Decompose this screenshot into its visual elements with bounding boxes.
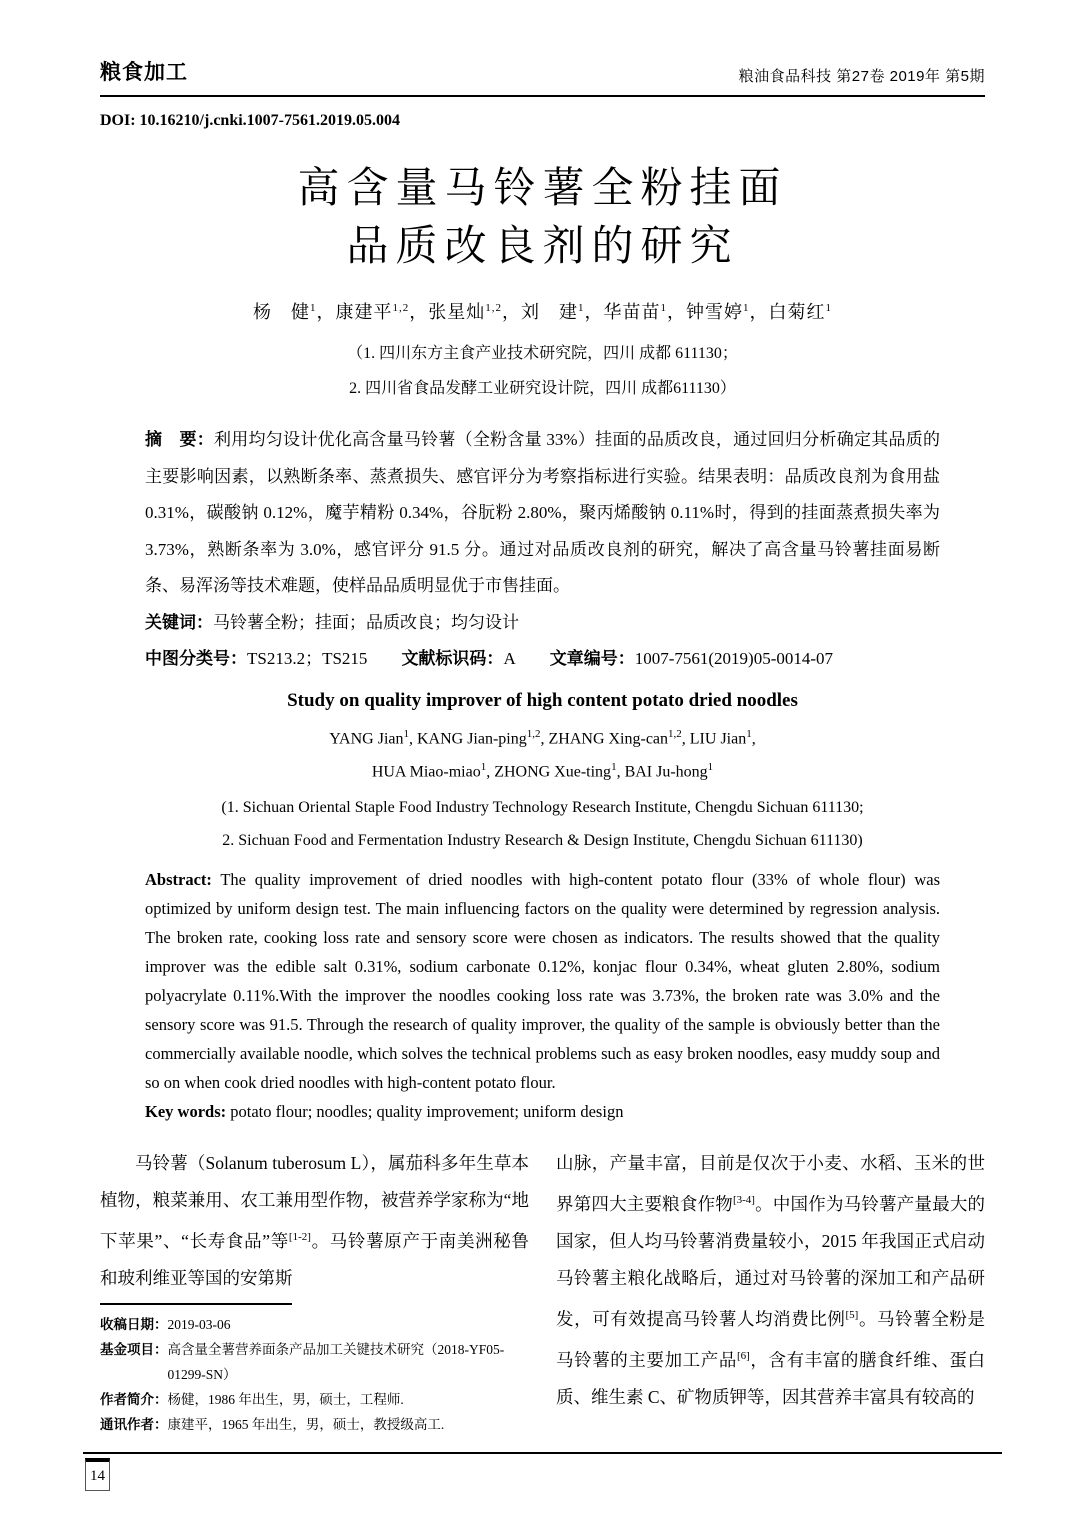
article-title-en: Study on quality improver of high content potato dried noodles bbox=[287, 689, 798, 711]
affiliations-en bbox=[100, 791, 985, 857]
abstract-en-label: Abstract: bbox=[145, 870, 212, 890]
page-bottom-rule bbox=[83, 1452, 1002, 1454]
article-title-cn-line1: 高含量马铃薯全粉挂面 bbox=[297, 166, 788, 212]
doc-code-value: A bbox=[503, 649, 516, 668]
keywords-cn-label: 关键词： bbox=[145, 612, 213, 632]
affiliation-en-2: 2. Sichuan Food and Fermentation Industry Research & Design Institute, Chengdu Sichuan 611130) bbox=[222, 832, 863, 850]
abstract-en-text: The quality improvement of dried noodles with high-content potato flour (33% of whole flour) was optimized by uniform design test. The main influencing factors on the quality were determined by regression analysis. The broken rate, cooking loss rate and sensory score were chosen as indicators. The results showed that the quality improver was the edible salt 0.31%, sodium carbonate 0.12%, konjac flour 0.34%, wheat gluten 2.80%, sodium polyacrylate 0.11%.With the improver the noodles cooking loss rate was 3.73%, the broken rate was 3.0% and the sensory score was 91.5. Through the research of quality improver, the quality of the sample is obviously better than the commercially available noodle, which solves the technical problems such as easy broken noodles, easy muddy soup and so on when cook dried noodles with high-content potato flour. bbox=[145, 870, 940, 1093]
authors-en-line1: YANG Jian$^1$, KANG Jian-ping$^{1,2}$, ZHANG Xing-can$^{1,2}$, LIU Jian$^1$, bbox=[329, 727, 756, 747]
clc-value: TS213.2；TS215 bbox=[247, 649, 368, 668]
footnote-author-bio bbox=[100, 1387, 529, 1412]
footnote-corresponding-author bbox=[100, 1412, 529, 1437]
body-paragraph-left: 马铃薯（Solanum tuberosum L），属茄科多年生草本植物，粮菜兼用、农工兼用型作物，被营养学家称为“地下苹果”、“长寿食品”等[1-2]。马铃薯原产于南美洲秘鲁和玻利维亚等国的安第斯 bbox=[100, 1153, 529, 1288]
footnote-text: 2019-03-06 bbox=[167, 1316, 231, 1332]
footnote-separator bbox=[100, 1303, 292, 1305]
abstract-en bbox=[145, 865, 940, 1097]
affiliation-cn-1: （1. 四川东方主食产业技术研究院，四川 成都 611130； bbox=[347, 345, 738, 362]
authors-en-line2: HUA Miao-miao$^1$, ZHONG Xue-ting$^1$, BAI Ju-hong$^1$ bbox=[371, 760, 714, 781]
abstract-cn-label: 摘 要： bbox=[145, 430, 215, 449]
article-title-cn bbox=[100, 160, 985, 276]
footnote-text: 杨健，1986 年出生，男，硕士，工程师. bbox=[167, 1391, 404, 1407]
body-columns bbox=[100, 1145, 985, 1437]
footnote-label: 通讯作者： bbox=[100, 1416, 168, 1432]
authors-en bbox=[100, 720, 985, 787]
affiliation-cn-2: 2. 四川省食品发酵工业研究设计院，四川 成都611130） bbox=[349, 380, 736, 397]
doc-code-pair bbox=[401, 649, 515, 668]
journal-header bbox=[100, 56, 985, 97]
left-column bbox=[100, 1145, 529, 1437]
keywords-en-text: potato flour; noodles; quality improvement; uniform design bbox=[226, 1102, 624, 1122]
journal-section-label: 粮食加工 bbox=[100, 61, 188, 84]
keywords-cn-text: 马铃薯全粉；挂面；品质改良；均匀设计 bbox=[213, 612, 519, 632]
footnote-fund-project bbox=[100, 1337, 529, 1387]
page-number: 14 bbox=[85, 1458, 110, 1491]
affiliations-cn bbox=[100, 336, 985, 406]
footnote-text: 高含量全薯营养面条产品加工关键技术研究（2018-YF05-01299-SN） bbox=[167, 1341, 505, 1382]
footnote-label: 收稿日期： bbox=[100, 1316, 168, 1332]
affiliation-en-1: (1. Sichuan Oriental Staple Food Industry Technology Research Institute, Chengdu Sichuan 611130; bbox=[221, 799, 864, 817]
journal-issue-info: 粮油食品科技 第27卷 2019年 第5期 bbox=[738, 68, 985, 85]
doc-code-label: 文献标识码： bbox=[401, 649, 504, 668]
article-id-pair bbox=[550, 649, 833, 668]
abstract-cn bbox=[145, 422, 940, 605]
keywords-en bbox=[145, 1097, 940, 1126]
article-id-label: 文章编号： bbox=[549, 649, 635, 668]
clc-label: 中图分类号： bbox=[145, 649, 247, 668]
authors-cn: 杨 健$^1$，康建平$^{1,2}$，张星灿$^{1,2}$，刘 建$^1$，华苗苗$^1$，钟雪婷$^1$，白菊红$^1$ bbox=[253, 302, 832, 322]
doi-line: DOI: 10.16210/j.cnki.1007-7561.2019.05.004 bbox=[100, 112, 400, 129]
keywords-en-label: Key words: bbox=[145, 1102, 227, 1122]
footnote-text: 康建平，1965 年出生，男，硕士，教授级高工. bbox=[167, 1416, 445, 1432]
keywords-cn bbox=[145, 605, 940, 642]
footnote-label: 作者简介： bbox=[100, 1391, 168, 1407]
right-column bbox=[556, 1145, 985, 1437]
footnote-block bbox=[100, 1312, 529, 1437]
clc-pair bbox=[145, 649, 367, 668]
article-title-cn-line2: 品质改良剂的研究 bbox=[346, 224, 739, 270]
classification-line bbox=[145, 641, 940, 678]
footnote-label: 基金项目： bbox=[100, 1341, 168, 1357]
body-paragraph-right: 山脉，产量丰富，目前是仅次于小麦、水稻、玉米的世界第四大主要粮食作物[3-4]。中国作为马铃薯产量最大的国家，但人均马铃薯消费量较小，2015 年我国正式启动马铃薯主粮化战略后，通过对马铃薯的深加工和产品研发，可有效提高马铃薯人均消费比例[5]。马铃薯全粉是马铃薯的主要加工产品[6]，含有丰富的膳食纤维、蛋白质、维生素 C、矿物质钾等，因其营养丰富具有较高的 bbox=[556, 1153, 986, 1407]
article-id-value: 1007-7561(2019)05-0014-07 bbox=[634, 649, 834, 668]
footnote-received-date bbox=[100, 1312, 529, 1337]
abstract-cn-text: 利用均匀设计优化高含量马铃薯（全粉含量 33%）挂面的品质改良，通过回归分析确定其品质的主要影响因素，以熟断条率、蒸煮损失、感官评分为考察指标进行实验。结果表明：品质改良剂为食用盐 0.31%，碳酸钠 0.12%，魔芋精粉 0.34%，谷朊粉 2.80%，聚丙烯酸钠 0.11%时，得到的挂面蒸煮损失率为 3.73%，熟断条率为 3.0%，感官评分 91.5 分。通过对品质改良剂的研究，解决了高含量马铃薯挂面易断条、易浑汤等技术难题，使样品品质明显优于市售挂面。 bbox=[145, 430, 940, 595]
